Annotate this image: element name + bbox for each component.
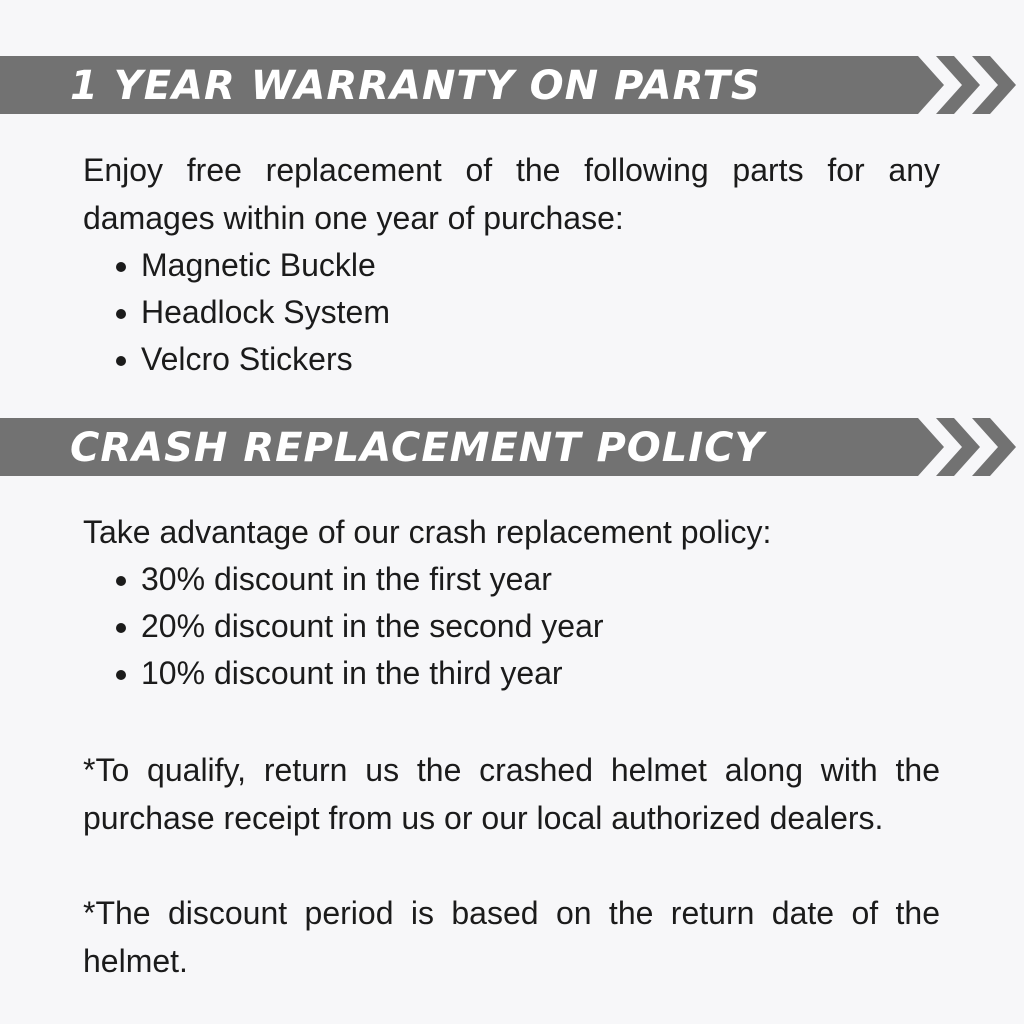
bullet-icon [116,623,126,633]
warranty-banner [0,56,1024,114]
bullet-icon [116,576,126,586]
discount-period-note: *The discount period is based on the return date of the helmet. [83,895,940,979]
list-item-label: 30% discount in the first year [141,561,552,597]
list-item-label: 20% discount in the second year [141,608,604,644]
bullet-icon [116,356,126,366]
warranty-parts-list [113,242,390,383]
triple-chevron-right-icon [936,418,1016,476]
list-item [113,289,390,336]
bullet-icon [116,309,126,319]
warranty-intro: Enjoy free replacement of the following parts for any damages within one year of purchase: [83,152,940,236]
crash-title: CRASH REPLACEMENT POLICY [70,425,765,471]
bullet-icon [116,670,126,680]
list-item-label: Magnetic Buckle [141,247,376,283]
list-item [113,556,604,603]
crash-discount-list [113,556,604,697]
list-item [113,242,390,289]
list-item [113,336,390,383]
crash-banner [0,418,1024,476]
warranty-title: 1 YEAR WARRANTY ON PARTS [70,63,761,109]
triple-chevron-right-icon [936,56,1016,114]
crash-intro: Take advantage of our crash replacement policy: [83,514,772,550]
bullet-icon [116,262,126,272]
qualify-note: *To qualify, return us the crashed helmet along with the purchase receipt from us or our local authorized dealers. [83,752,940,836]
list-item-label: Velcro Stickers [141,341,353,377]
list-item [113,603,604,650]
list-item [113,650,604,697]
list-item-label: Headlock System [141,294,390,330]
list-item-label: 10% discount in the third year [141,655,563,691]
